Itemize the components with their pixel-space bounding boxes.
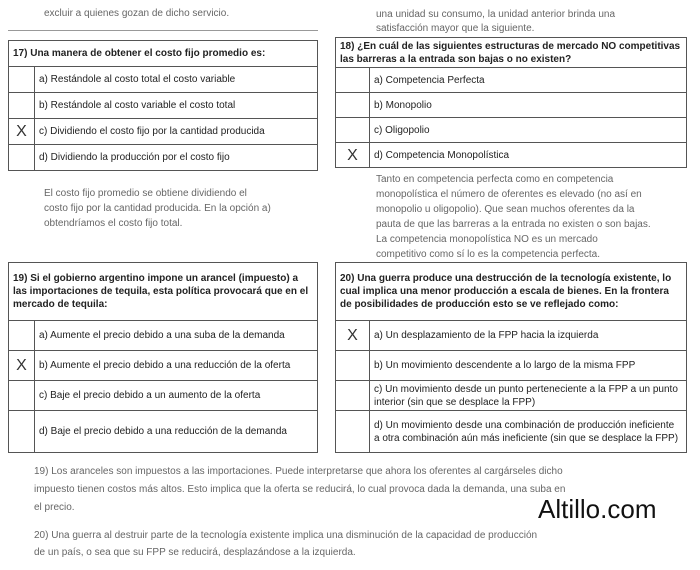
explanation-19-line-3: el precio.	[34, 502, 75, 513]
question-20-table	[335, 262, 687, 453]
answer-option[interactable]	[336, 321, 687, 351]
answer-text: b) Un movimiento descendente a lo largo de la misma FPP	[370, 351, 687, 381]
explanation-17-line-2: costo fijo por la cantidad producida. En la opción a)	[44, 203, 271, 214]
top-left-text: excluir a quienes gozan de dicho servicio.	[44, 8, 230, 19]
question-17-text: 17) Una manera de obtener el costo fijo promedio es:	[9, 41, 318, 67]
top-right-line-2: satisfacción mayor que la siguiente.	[376, 23, 535, 34]
explanation-20-line-1: 20) Una guerra al destruir parte de la tecnología existente implica una disminución de la capacidad de producción	[34, 530, 538, 541]
answer-option[interactable]	[336, 351, 687, 381]
answer-mark	[336, 381, 370, 411]
answer-mark	[336, 351, 370, 381]
answer-option[interactable]	[9, 93, 318, 119]
explanation-18-line-1: Tanto en competencia perfecta como en competencia	[376, 174, 614, 185]
explanation-19-line-2: impuesto tienen costos más altos. Esto implica que la oferta se reducirá, lo cual provoca dada la demanda, una suba en	[34, 484, 566, 495]
answer-text: c) Dividiendo el costo fijo por la cantidad producida	[35, 119, 318, 145]
answer-option[interactable]	[336, 93, 687, 118]
answer-option[interactable]	[9, 145, 318, 171]
answer-mark	[336, 93, 370, 118]
top-left-rule	[8, 30, 318, 31]
answer-text: b) Monopolio	[370, 93, 687, 118]
answer-mark: X	[9, 119, 35, 145]
answer-option[interactable]	[336, 381, 687, 411]
answer-option[interactable]	[9, 67, 318, 93]
answer-option[interactable]	[9, 381, 318, 411]
explanation-17-line-3: obtendríamos el costo fijo total.	[44, 218, 183, 229]
answer-text: a) Aumente el precio debido a una suba de la demanda	[35, 321, 318, 351]
answer-mark	[9, 145, 35, 171]
answer-text: c) Un movimiento desde un punto perteneciente a la FPP a un punto interior (sin que se desplace la FPP)	[370, 381, 687, 411]
explanation-18-line-4: pauta de que las barreras a la entrada no existen o son bajas.	[376, 219, 651, 230]
answer-option[interactable]	[336, 143, 687, 168]
answer-text: d) Dividiendo la producción por el costo fijo	[35, 145, 318, 171]
brand-watermark: Altillo.com	[538, 494, 657, 524]
question-17-table	[8, 40, 318, 171]
answer-option[interactable]	[336, 411, 687, 453]
answer-option[interactable]	[9, 321, 318, 351]
explanation-17-line-1: El costo fijo promedio se obtiene dividiendo el	[44, 188, 247, 199]
answer-mark: X	[336, 321, 370, 351]
answer-text: a) Restándole al costo total el costo variable	[35, 67, 318, 93]
answer-text: d) Competencia Monopolística	[370, 143, 687, 168]
answer-mark	[336, 68, 370, 93]
explanation-20-line-2: de un país, o sea que su FPP se reducirá, desplazándose a la izquierda.	[34, 547, 356, 558]
answer-text: a) Competencia Perfecta	[370, 68, 687, 93]
answer-text: c) Oligopolio	[370, 118, 687, 143]
answer-option[interactable]	[9, 119, 318, 145]
question-18-table	[335, 37, 687, 168]
answer-mark: X	[9, 351, 35, 381]
answer-text: c) Baje el precio debido a un aumento de la oferta	[35, 381, 318, 411]
answer-option[interactable]	[9, 351, 318, 381]
answer-mark	[9, 321, 35, 351]
answer-text: b) Restándole al costo variable el costo total	[35, 93, 318, 119]
explanation-18-line-5: La competencia monopolística NO es un mercado	[376, 234, 598, 245]
question-18-text: 18) ¿En cuál de las siguientes estructuras de mercado NO competitivas las barreras a la entrada son bajas o no existen?	[336, 38, 687, 68]
top-right-line-1: una unidad su consumo, la unidad anterior brinda una	[376, 9, 616, 20]
answer-text: a) Un desplazamiento de la FPP hacia la izquierda	[370, 321, 687, 351]
answer-mark	[9, 411, 35, 453]
answer-mark	[336, 118, 370, 143]
explanation-18-line-2: monopolística el número de oferentes es elevado (no así en	[376, 189, 642, 200]
question-19-table	[8, 262, 318, 453]
answer-mark	[9, 67, 35, 93]
answer-mark: X	[336, 143, 370, 168]
question-19-text: 19) Si el gobierno argentino impone un arancel (impuesto) a las importaciones de tequila, esta política provocará que en el mercado de tequila:	[9, 263, 318, 321]
answer-mark	[9, 93, 35, 119]
explanation-18-line-3: monopolio u oligopolio). Que sean muchos oferentes da la	[376, 204, 635, 215]
answer-text: b) Aumente el precio debido a una reducción de la oferta	[35, 351, 318, 381]
answer-option[interactable]	[336, 68, 687, 93]
explanation-18-line-6: competitivo como sí lo es la competencia perfecta.	[376, 249, 600, 260]
answer-option[interactable]	[336, 118, 687, 143]
answer-mark	[9, 381, 35, 411]
explanation-19-line-1: 19) Los aranceles son impuestos a las importaciones. Puede interpretarse que ahora los oferentes al cargárseles dicho	[34, 466, 563, 477]
answer-text: d) Baje el precio debido a una reducción de la demanda	[35, 411, 318, 453]
answer-text: d) Un movimiento desde una combinación de producción ineficiente a otra combinación aún más ineficiente (sin que se desplace la FPP)	[370, 411, 687, 453]
question-20-text: 20) Una guerra produce una destrucción de la tecnología existente, lo cual implica una menor producción a escala de bienes. En la frontera de posibilidades de producción esto se ve reflejado como:	[336, 263, 687, 321]
answer-mark	[336, 411, 370, 453]
answer-option[interactable]	[9, 411, 318, 453]
